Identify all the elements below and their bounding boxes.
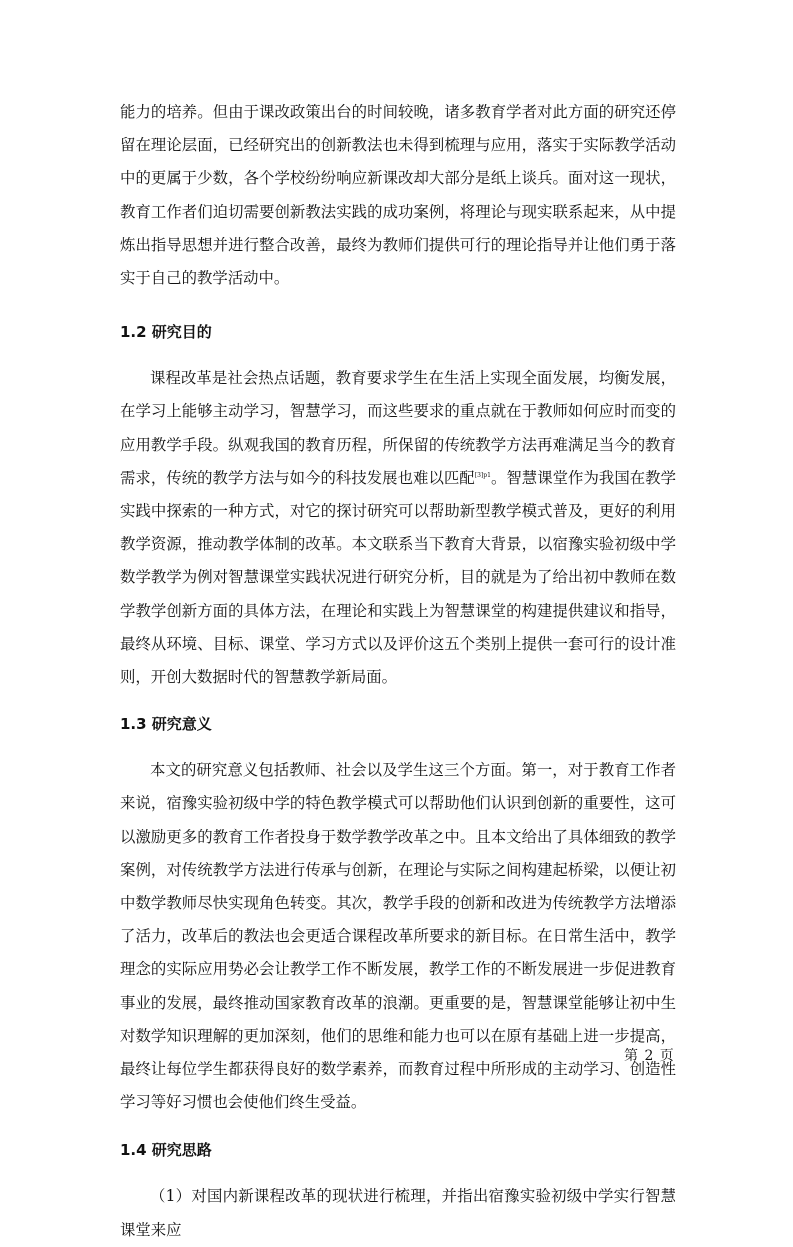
section-1-2-paragraph [120, 362, 676, 694]
section-1-3-paragraph: 本文的研究意义包括教师、社会以及学生这三个方面。第一，对于教育工作者来说，宿豫实验初级中学的特色教学模式可以帮助他们认识到创新的重要性，这可以激励更多的教育工作者投身于数学教学改革之中。且本文给出了具体细致的教学案例，对传统教学方法进行传承与创新，在理论与实际之间构建起桥梁，以便让初中数学教师尽快实现角色转变。其次，教学手段的创新和改进为传统教学方法增添了活力，改革后的教法也会更适合课程改革所要求的新目标。在日常生活中，教学理念的实际应用势必会让教学工作不断发展，教学工作的不断发展进一步促进教育事业的发展，最终推动国家教育改革的浪潮。更重要的是，智慧课堂能够让初中生对数学知识理解的更加深刻，他们的思维和能力也可以在原有基础上进一步提高，最终让每位学生都获得良好的数学素养，而教育过程中所形成的主动学习、创造性学习等好习惯也会使他们终生受益。 [120, 761, 676, 1112]
section-heading-1-2: 1.2 研究目的 [120, 323, 212, 342]
section-1-4-paragraph: （1）对国内新课程改革的现状进行梳理，并指出宿豫实验初级中学实行智慧课堂来应 [120, 1187, 676, 1239]
section-heading-1-4: 1.4 研究思路 [120, 1141, 212, 1160]
page-number: 第 2 页 [624, 1048, 675, 1064]
citation-superscript: [3]p1 [474, 471, 491, 479]
section-1-2-text-part2: 。智慧课堂作为我国在教学实践中探索的一种方式，对它的探讨研究可以帮助新型教学模式普及，更好的利用教学资源，推动教学体制的改革。本文联系当下教育大背景，以宿豫实验初级中学数学教学为例对智慧课堂实践状况进行研究分析，目的就是为了给出初中教师在数学教学创新方面的具体方法，在理论和实践上为智慧课堂的构建提供建议和指导，最终从环境、目标、课堂、学习方式以及评价这五个类别上提供一套可行的设计准则，开创大数据时代的智慧教学新局面。 [120, 468, 676, 687]
intro-paragraph: 能力的培养。但由于课改政策出台的时间较晚，诸多教育学者对此方面的研究还停留在理论层面，已经研究出的创新教法也未得到梳理与应用，落实于实际教学活动中的更属于少数，各个学校纷纷响应新课改却大部分是纸上谈兵。面对这一现状，教育工作者们迫切需要创新教法实践的成功案例，将理论与现实联系起来，从中提炼出指导思想并进行整合改善，最终为教师们提供可行的理论指导并让他们勇于落实于自己的教学活动中。 [120, 103, 676, 288]
page-body [120, 96, 676, 1247]
section-heading-1-3: 1.3 研究意义 [120, 715, 212, 734]
section-1-2-text-part1: 课程改革是社会热点话题，教育要求学生在生活上实现全面发展，均衡发展，在学习上能够主动学习，智慧学习，而这些要求的重点就在于教师如何应时而变的应用教学手段。纵观我国的教育历程，所保留的传统教学方法再难满足当今的教育需求，传统的教学方法与如今的科技发展也难以匹配 [120, 369, 676, 487]
